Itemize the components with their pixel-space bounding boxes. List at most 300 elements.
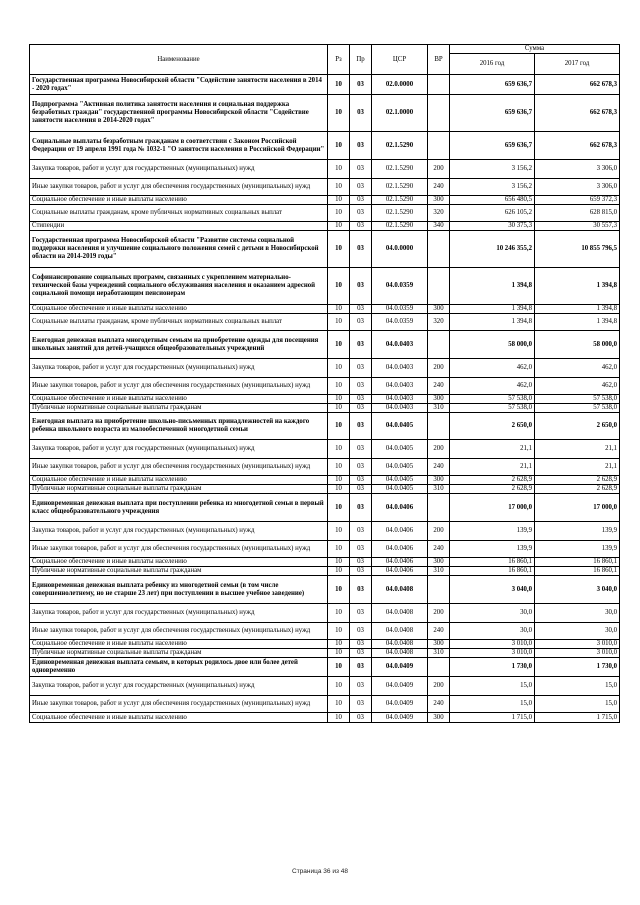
cell-name: Публичные нормативные социальные выплаты гражданам [30,649,328,658]
cell-vr: 320 [428,205,450,222]
cell-pr: 03 [350,160,372,179]
cell-2016: 1 394,8 [450,314,535,331]
cell-csr: 04.0.0406 [372,522,428,541]
cell-2017: 3 306,0 [535,160,620,179]
cell-2016: 3 010,0 [450,649,535,658]
cell-csr: 02.1.5290 [372,132,428,160]
page-footer: Страница 36 из 48 [292,868,348,875]
cell-name: Иные закупки товаров, работ и услуг для обеспечения государственных (муниципальных) нужд [30,459,328,476]
cell-csr: 04.0.0408 [372,623,428,640]
cell-name: Иные закупки товаров, работ и услуг для обеспечения государственных (муниципальных) нужд [30,696,328,713]
header-name: Наименование [30,45,328,75]
cell-vr: 240 [428,623,450,640]
table-row [30,696,620,713]
cell-rz: 10 [328,95,350,132]
table-row [30,359,620,378]
cell-rz: 10 [328,222,350,231]
cell-pr: 03 [350,658,372,677]
cell-name: Единовременная денежная выплата семьям, в которых родилось двое или более детей одновременно [30,658,328,677]
cell-rz: 10 [328,179,350,196]
cell-vr [428,413,450,440]
header-row-1 [30,45,620,54]
cell-2017: 1 394,8 [535,314,620,331]
cell-2017: 462,0 [535,378,620,395]
cell-pr: 03 [350,623,372,640]
cell-vr [428,95,450,132]
table-row [30,179,620,196]
table-row [30,160,620,179]
cell-2016: 21,1 [450,440,535,459]
cell-pr: 03 [350,378,372,395]
cell-csr: 04.0.0409 [372,658,428,677]
cell-csr: 04.0.0405 [372,413,428,440]
cell-csr: 04.0.0359 [372,268,428,305]
cell-rz: 10 [328,305,350,314]
table-row [30,314,620,331]
cell-csr: 04.0.0406 [372,567,428,576]
cell-2017: 16 860,1 [535,558,620,567]
table-row [30,541,620,558]
cell-csr: 04.0.0359 [372,314,428,331]
cell-pr: 03 [350,576,372,604]
cell-pr: 03 [350,222,372,231]
cell-name: Государственная программа Новосибирской области "Развитие системы социальной поддержки населения и улучшение социального положения семей с детьми в Новосибирской области на 2014-2019 годы" [30,231,328,268]
cell-pr: 03 [350,331,372,359]
cell-csr: 04.0.0409 [372,696,428,713]
cell-name: Социальное обеспечение и иные выплаты населению [30,196,328,205]
cell-2016: 58 000,0 [450,331,535,359]
cell-2016: 1 715,0 [450,713,535,723]
cell-name: Софинансирование социальных программ, связанных с укреплением материально-технической базы учреждений социального обслуживания населения и оказанием адресной социальной помощи неработающим пенсионерам [30,268,328,305]
cell-2016: 659 636,7 [450,132,535,160]
cell-2016: 626 105,2 [450,205,535,222]
cell-pr: 03 [350,485,372,494]
cell-name: Публичные нормативные социальные выплаты гражданам [30,404,328,413]
document-page [29,44,619,723]
header-rz: Рз [328,45,350,75]
cell-2017: 57 538,0 [535,404,620,413]
cell-pr: 03 [350,522,372,541]
table-row [30,604,620,623]
cell-2017: 16 860,1 [535,567,620,576]
cell-rz: 10 [328,132,350,160]
cell-pr: 03 [350,649,372,658]
cell-rz: 10 [328,404,350,413]
cell-2017: 21,1 [535,459,620,476]
cell-2017: 3 306,0 [535,179,620,196]
cell-rz: 10 [328,196,350,205]
table-section-row [30,75,620,95]
table-section-row [30,576,620,604]
cell-csr: 04.0.0000 [372,231,428,268]
cell-name: Социальное обеспечение и иные выплаты населению [30,476,328,485]
cell-2017: 30 557,3 [535,222,620,231]
cell-csr: 04.0.0406 [372,494,428,522]
cell-2016: 2 650,0 [450,413,535,440]
cell-name: Иные закупки товаров, работ и услуг для обеспечения государственных (муниципальных) нужд [30,179,328,196]
table-section-row [30,494,620,522]
cell-2016: 1 394,8 [450,305,535,314]
cell-vr: 300 [428,558,450,567]
cell-csr: 02.1.5290 [372,222,428,231]
cell-vr: 200 [428,160,450,179]
cell-rz: 10 [328,231,350,268]
cell-vr: 240 [428,541,450,558]
table-section-row [30,331,620,359]
cell-name: Публичные нормативные социальные выплаты гражданам [30,485,328,494]
cell-vr: 240 [428,459,450,476]
cell-pr: 03 [350,640,372,649]
cell-name: Ежегодная выплата на приобретение школьно-письменных принадлежностей на каждого ребенка школьного возраста из малообеспеченной многодетной семьи [30,413,328,440]
cell-2017: 3 010,0 [535,640,620,649]
cell-pr: 03 [350,541,372,558]
table-row [30,395,620,404]
cell-name: Ежегодная денежная выплата многодетным семьям на приобретение одежды для посещения школьных занятий для детей-учащихся общеобразовательных учреждений [30,331,328,359]
header-csr: ЦСР [372,45,428,75]
cell-2016: 3 156,2 [450,179,535,196]
cell-csr: 04.0.0408 [372,576,428,604]
cell-rz: 10 [328,359,350,378]
cell-2017: 2 628,9 [535,485,620,494]
cell-pr: 03 [350,231,372,268]
cell-2016: 21,1 [450,459,535,476]
cell-rz: 10 [328,713,350,723]
cell-rz: 10 [328,522,350,541]
cell-2017: 15,0 [535,677,620,696]
cell-2016: 3 156,2 [450,160,535,179]
table-section-row [30,231,620,268]
table-section-row [30,268,620,305]
cell-2016: 3 010,0 [450,640,535,649]
cell-2016: 3 040,0 [450,576,535,604]
cell-pr: 03 [350,404,372,413]
cell-rz: 10 [328,567,350,576]
cell-rz: 10 [328,205,350,222]
cell-2016: 16 860,1 [450,558,535,567]
cell-name: Иные закупки товаров, работ и услуг для обеспечения государственных (муниципальных) нужд [30,378,328,395]
cell-vr [428,132,450,160]
cell-pr: 03 [350,179,372,196]
cell-2017: 139,9 [535,522,620,541]
cell-rz: 10 [328,696,350,713]
cell-name: Закупка товаров, работ и услуг для государственных (муниципальных) нужд [30,160,328,179]
cell-rz: 10 [328,314,350,331]
cell-2016: 1 394,8 [450,268,535,305]
table-row [30,558,620,567]
cell-name: Социальное обеспечение и иные выплаты населению [30,558,328,567]
cell-2017: 1 715,0 [535,713,620,723]
cell-name: Иные закупки товаров, работ и услуг для обеспечения государственных (муниципальных) нужд [30,623,328,640]
cell-vr: 300 [428,395,450,404]
cell-vr [428,658,450,677]
cell-name: Иные закупки товаров, работ и услуг для обеспечения государственных (муниципальных) нужд [30,541,328,558]
cell-csr: 04.0.0359 [372,305,428,314]
cell-name: Социальное обеспечение и иные выплаты населению [30,305,328,314]
cell-2017: 462,0 [535,359,620,378]
cell-rz: 10 [328,459,350,476]
table-section-row [30,413,620,440]
cell-csr: 02.1.5290 [372,160,428,179]
table-section-row [30,658,620,677]
cell-pr: 03 [350,205,372,222]
cell-name: Единовременная денежная выплата при поступлении ребенка из многодетной семьи в первый класс общеобразовательного учреждения [30,494,328,522]
cell-rz: 10 [328,485,350,494]
cell-rz: 10 [328,658,350,677]
cell-rz: 10 [328,331,350,359]
table-row [30,476,620,485]
cell-rz: 10 [328,413,350,440]
table-body [30,75,620,723]
cell-pr: 03 [350,476,372,485]
cell-name: Государственная программа Новосибирской области "Содействие занятости населения в 2014 - 2020 годах" [30,75,328,95]
cell-vr [428,231,450,268]
header-year-2017: 2017 год [535,54,620,75]
table-row [30,205,620,222]
cell-pr: 03 [350,132,372,160]
header-year-2016: 2016 год [450,54,535,75]
cell-2017: 662 678,3 [535,132,620,160]
cell-vr: 200 [428,677,450,696]
cell-vr: 340 [428,222,450,231]
cell-name: Единовременная денежная выплата ребенку из многодетной семьи (в том числе совершеннолетнему, но не старше 23 лет) при поступлении в высшее учебное заведение) [30,576,328,604]
cell-2017: 139,9 [535,541,620,558]
cell-pr: 03 [350,459,372,476]
cell-vr: 300 [428,305,450,314]
cell-csr: 02.1.5290 [372,196,428,205]
cell-rz: 10 [328,677,350,696]
header-sum: Сумма [450,45,620,54]
cell-2017: 662 678,3 [535,95,620,132]
cell-2016: 16 860,1 [450,567,535,576]
table-row [30,640,620,649]
cell-name: Публичные нормативные социальные выплаты гражданам [30,567,328,576]
cell-name: Закупка товаров, работ и услуг для государственных (муниципальных) нужд [30,522,328,541]
cell-2016: 659 636,7 [450,75,535,95]
cell-rz: 10 [328,378,350,395]
cell-rz: 10 [328,395,350,404]
cell-csr: 04.0.0403 [372,331,428,359]
table-row [30,196,620,205]
cell-csr: 04.0.0406 [372,541,428,558]
cell-csr: 04.0.0408 [372,649,428,658]
cell-vr: 310 [428,567,450,576]
cell-rz: 10 [328,541,350,558]
cell-pr: 03 [350,696,372,713]
cell-pr: 03 [350,604,372,623]
cell-vr [428,331,450,359]
cell-2016: 462,0 [450,378,535,395]
cell-vr: 200 [428,359,450,378]
cell-pr: 03 [350,413,372,440]
cell-pr: 03 [350,196,372,205]
cell-name: Стипендии [30,222,328,231]
cell-vr: 200 [428,440,450,459]
cell-2016: 30 375,3 [450,222,535,231]
cell-pr: 03 [350,713,372,723]
cell-csr: 04.0.0408 [372,640,428,649]
cell-2016: 139,9 [450,541,535,558]
cell-2016: 15,0 [450,677,535,696]
cell-pr: 03 [350,95,372,132]
cell-vr: 310 [428,404,450,413]
cell-2016: 2 628,9 [450,476,535,485]
cell-2017: 659 372,3 [535,196,620,205]
cell-csr: 04.0.0403 [372,404,428,413]
table-row [30,378,620,395]
cell-csr: 04.0.0405 [372,476,428,485]
cell-2016: 462,0 [450,359,535,378]
cell-csr: 02.1.5290 [372,179,428,196]
cell-name: Закупка товаров, работ и услуг для государственных (муниципальных) нужд [30,440,328,459]
cell-2016: 15,0 [450,696,535,713]
table-row [30,713,620,723]
cell-vr: 240 [428,378,450,395]
cell-2016: 656 480,5 [450,196,535,205]
cell-vr: 300 [428,640,450,649]
cell-name: Закупка товаров, работ и услуг для государственных (муниципальных) нужд [30,677,328,696]
cell-2017: 2 628,9 [535,476,620,485]
cell-csr: 04.0.0405 [372,459,428,476]
cell-vr: 240 [428,696,450,713]
cell-rz: 10 [328,160,350,179]
cell-csr: 04.0.0408 [372,604,428,623]
cell-vr [428,75,450,95]
cell-csr: 04.0.0403 [372,378,428,395]
cell-pr: 03 [350,677,372,696]
cell-2017: 21,1 [535,440,620,459]
cell-vr: 200 [428,604,450,623]
cell-2017: 3 010,0 [535,649,620,658]
cell-2016: 10 246 355,2 [450,231,535,268]
table-section-row [30,95,620,132]
cell-csr: 04.0.0406 [372,558,428,567]
cell-2017: 58 000,0 [535,331,620,359]
cell-2016: 2 628,9 [450,485,535,494]
cell-2017: 10 855 796,5 [535,231,620,268]
cell-2017: 2 650,0 [535,413,620,440]
cell-2017: 57 538,0 [535,395,620,404]
header-vr: ВР [428,45,450,75]
cell-rz: 10 [328,576,350,604]
cell-2017: 1 730,0 [535,658,620,677]
cell-csr: 04.0.0405 [372,440,428,459]
cell-vr: 310 [428,649,450,658]
cell-vr: 200 [428,522,450,541]
cell-2016: 17 000,0 [450,494,535,522]
table-row [30,485,620,494]
table-row [30,649,620,658]
cell-rz: 10 [328,440,350,459]
cell-rz: 10 [328,604,350,623]
cell-pr: 03 [350,75,372,95]
cell-vr [428,576,450,604]
cell-name: Социальные выплаты гражданам, кроме публичных нормативных социальных выплат [30,205,328,222]
cell-name: Социальные выплаты гражданам, кроме публичных нормативных социальных выплат [30,314,328,331]
cell-vr: 300 [428,713,450,723]
cell-2016: 30,0 [450,623,535,640]
cell-rz: 10 [328,649,350,658]
cell-rz: 10 [328,558,350,567]
cell-rz: 10 [328,268,350,305]
cell-name: Социальное обеспечение и иные выплаты населению [30,713,328,723]
table-row [30,459,620,476]
cell-rz: 10 [328,494,350,522]
cell-csr: 04.0.0403 [372,359,428,378]
cell-pr: 03 [350,567,372,576]
budget-table [29,44,620,723]
cell-2016: 659 636,7 [450,95,535,132]
cell-rz: 10 [328,476,350,485]
cell-2016: 1 730,0 [450,658,535,677]
cell-2017: 17 000,0 [535,494,620,522]
cell-2016: 57 538,0 [450,404,535,413]
cell-2017: 628 815,0 [535,205,620,222]
cell-rz: 10 [328,640,350,649]
cell-2017: 15,0 [535,696,620,713]
cell-pr: 03 [350,268,372,305]
table-row [30,522,620,541]
cell-name: Подпрограмма "Активная политика занятости населения и социальная поддержка безработных граждан" государственной программы Новосибирской области "Содействие занятости населения в 2014-2020 годах" [30,95,328,132]
cell-name: Закупка товаров, работ и услуг для государственных (муниципальных) нужд [30,359,328,378]
cell-vr: 300 [428,476,450,485]
cell-pr: 03 [350,494,372,522]
cell-2017: 1 394,8 [535,268,620,305]
header-pr: Пр [350,45,372,75]
table-row [30,222,620,231]
cell-vr [428,494,450,522]
cell-csr: 02.1.5290 [372,205,428,222]
cell-csr: 02.1.0000 [372,95,428,132]
cell-csr: 04.0.0409 [372,713,428,723]
table-section-row [30,132,620,160]
cell-vr: 240 [428,179,450,196]
table-row [30,404,620,413]
cell-pr: 03 [350,558,372,567]
cell-name: Закупка товаров, работ и услуг для государственных (муниципальных) нужд [30,604,328,623]
cell-csr: 04.0.0409 [372,677,428,696]
table-row [30,440,620,459]
cell-csr: 04.0.0405 [372,485,428,494]
table-row [30,623,620,640]
cell-rz: 10 [328,623,350,640]
cell-name: Социальные выплаты безработным гражданам в соответствии с Законом Российской Федерации от 19 апреля 1991 года № 1032-1 "О занятости населения в Российской Федерации" [30,132,328,160]
cell-pr: 03 [350,395,372,404]
cell-csr: 04.0.0403 [372,395,428,404]
cell-pr: 03 [350,305,372,314]
cell-vr: 300 [428,196,450,205]
table-row [30,567,620,576]
cell-rz: 10 [328,75,350,95]
cell-2017: 1 394,8 [535,305,620,314]
cell-name: Социальное обеспечение и иные выплаты населению [30,640,328,649]
table-row [30,305,620,314]
cell-csr: 02.0.0000 [372,75,428,95]
cell-2017: 30,0 [535,623,620,640]
cell-2016: 139,9 [450,522,535,541]
cell-2017: 3 040,0 [535,576,620,604]
cell-vr [428,268,450,305]
cell-2016: 30,0 [450,604,535,623]
cell-name: Социальное обеспечение и иные выплаты населению [30,395,328,404]
cell-2017: 30,0 [535,604,620,623]
cell-2016: 57 538,0 [450,395,535,404]
cell-pr: 03 [350,440,372,459]
cell-2017: 662 678,3 [535,75,620,95]
cell-vr: 310 [428,485,450,494]
table-row [30,677,620,696]
cell-pr: 03 [350,314,372,331]
cell-pr: 03 [350,359,372,378]
